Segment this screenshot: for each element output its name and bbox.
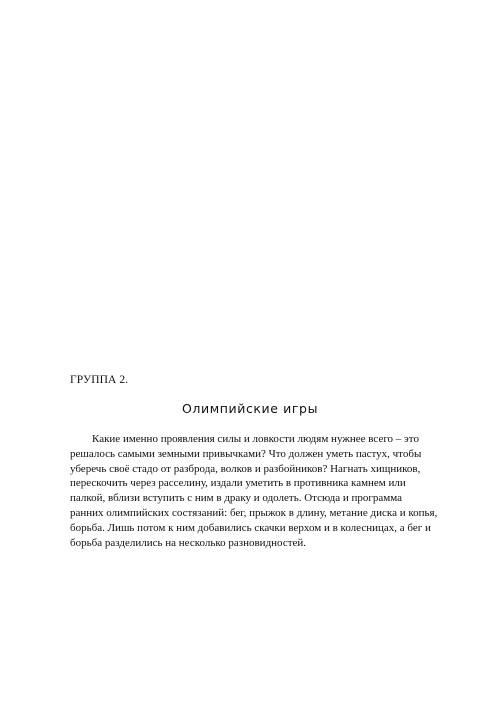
paragraph-line-7: борьба. Лишь потом к ним добавились скачки верхом и в колесницах, а бег и bbox=[70, 521, 431, 534]
paragraph-line-8: борьба разделились на несколько разновидностей. bbox=[70, 536, 307, 549]
group-label: ГРУППА 2. bbox=[70, 374, 129, 386]
paragraph-line-5: палкой, вблизи вступить с ним в драку и одолеть. Отсюда и программа bbox=[70, 492, 403, 505]
paragraph-line-4: перескочить через расселину, издали уметить в противника камнем или bbox=[70, 477, 406, 490]
body-paragraph bbox=[70, 432, 438, 550]
paragraph-line-2: решалось самыми земными привычками? Что должен уметь пастух, чтобы bbox=[70, 447, 422, 460]
paragraph-line-3: уберечь своё стадо от разброда, волков и разбойников? Нагнать хищников, bbox=[70, 462, 421, 475]
paragraph-line-1: Какие именно проявления силы и ловкости людям нужнее всего – это bbox=[92, 433, 419, 445]
paragraph-line-6: ранних олимпийских состязаний: бег, прыжок в длину, метание диска и копья, bbox=[70, 506, 438, 519]
section-title: Олимпийские игры bbox=[181, 401, 319, 416]
